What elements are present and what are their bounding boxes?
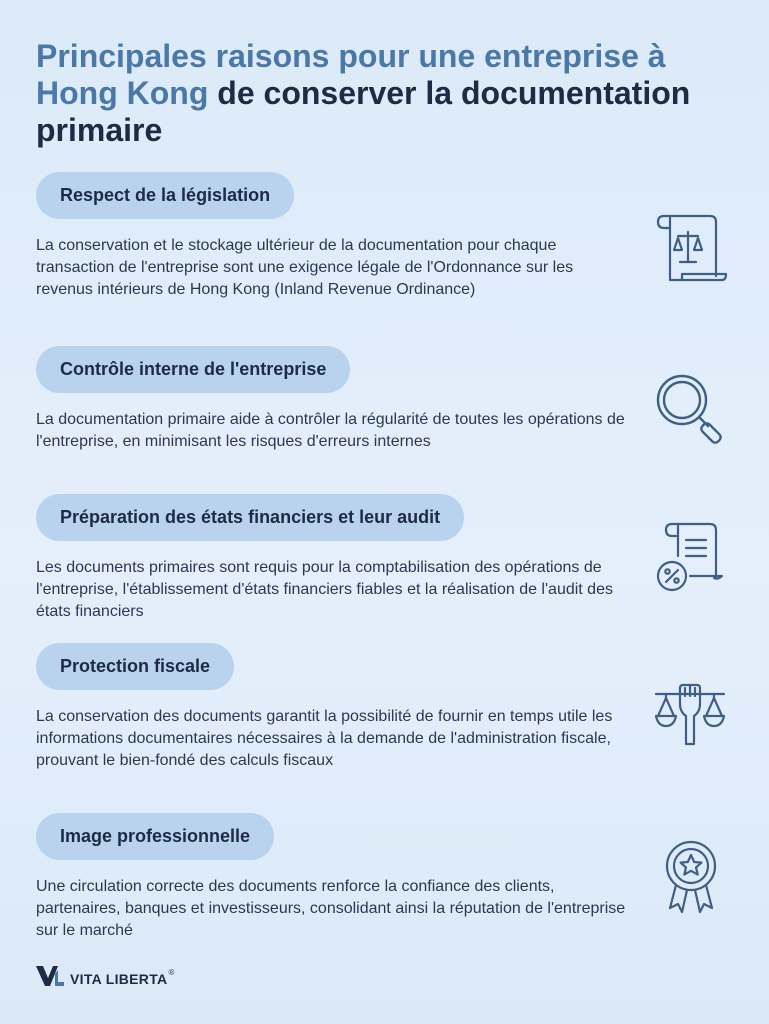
section-text: La conservation des documents garantit la possibilité de fournir en temps utile les informations documentaires nécessaires à la demande de l'administration fiscale, prouvant le bien-fondé des calculs fiscaux — [36, 708, 613, 769]
section-professional-image — [36, 813, 736, 942]
section-heading: Image professionnelle — [36, 813, 274, 860]
page-title — [36, 38, 736, 149]
section-text: La documentation primaire aide à contrôler la régularité de toutes les opérations de l'entreprise, en minimisant les risques d'erreurs internes — [36, 411, 625, 450]
section-text: Les documents primaires sont requis pour la comptabilisation des opérations de l'entreprise, l'établissement d'états financiers fiables et la réalisation de l'audit des états financiers — [36, 559, 613, 620]
section-heading: Protection fiscale — [36, 643, 234, 690]
fist-scales-icon — [652, 682, 728, 750]
magnifier-icon — [652, 372, 728, 448]
section-tax-protection — [36, 643, 736, 772]
award-star-icon — [656, 836, 726, 916]
brand-name: VITA LIBERTA — [70, 970, 168, 987]
section-heading: Respect de la législation — [36, 172, 294, 219]
title-rest: de conserver la documentation primaire — [36, 75, 691, 148]
document-percent-icon — [652, 516, 728, 596]
section-heading: Contrôle interne de l'entreprise — [36, 346, 350, 393]
footer-brand — [36, 966, 174, 991]
section-text: Une circulation correcte des documents renforce la confiance des clients, partenaires, banques et investisseurs, consolidant ainsi la réputation de l'entreprise sur le marché — [36, 878, 626, 939]
vita-liberta-logo-icon — [36, 966, 64, 991]
section-legislation — [36, 172, 736, 301]
title-accent: Principales raisons pour une entreprise à Hong Kong — [36, 38, 666, 111]
section-internal-control — [36, 346, 736, 453]
section-heading: Préparation des états financiers et leur audit — [36, 494, 464, 541]
section-financial-statements — [36, 494, 736, 623]
legal-scroll-icon — [652, 210, 728, 286]
section-text: La conservation et le stockage ultérieur de la documentation pour chaque transaction de l'entreprise sont une exigence légale de l'Ordonnance sur les revenus intérieurs de Hong Kong (Inland Revenue Ordinance) — [36, 237, 574, 298]
registered-mark: ® — [168, 968, 175, 977]
